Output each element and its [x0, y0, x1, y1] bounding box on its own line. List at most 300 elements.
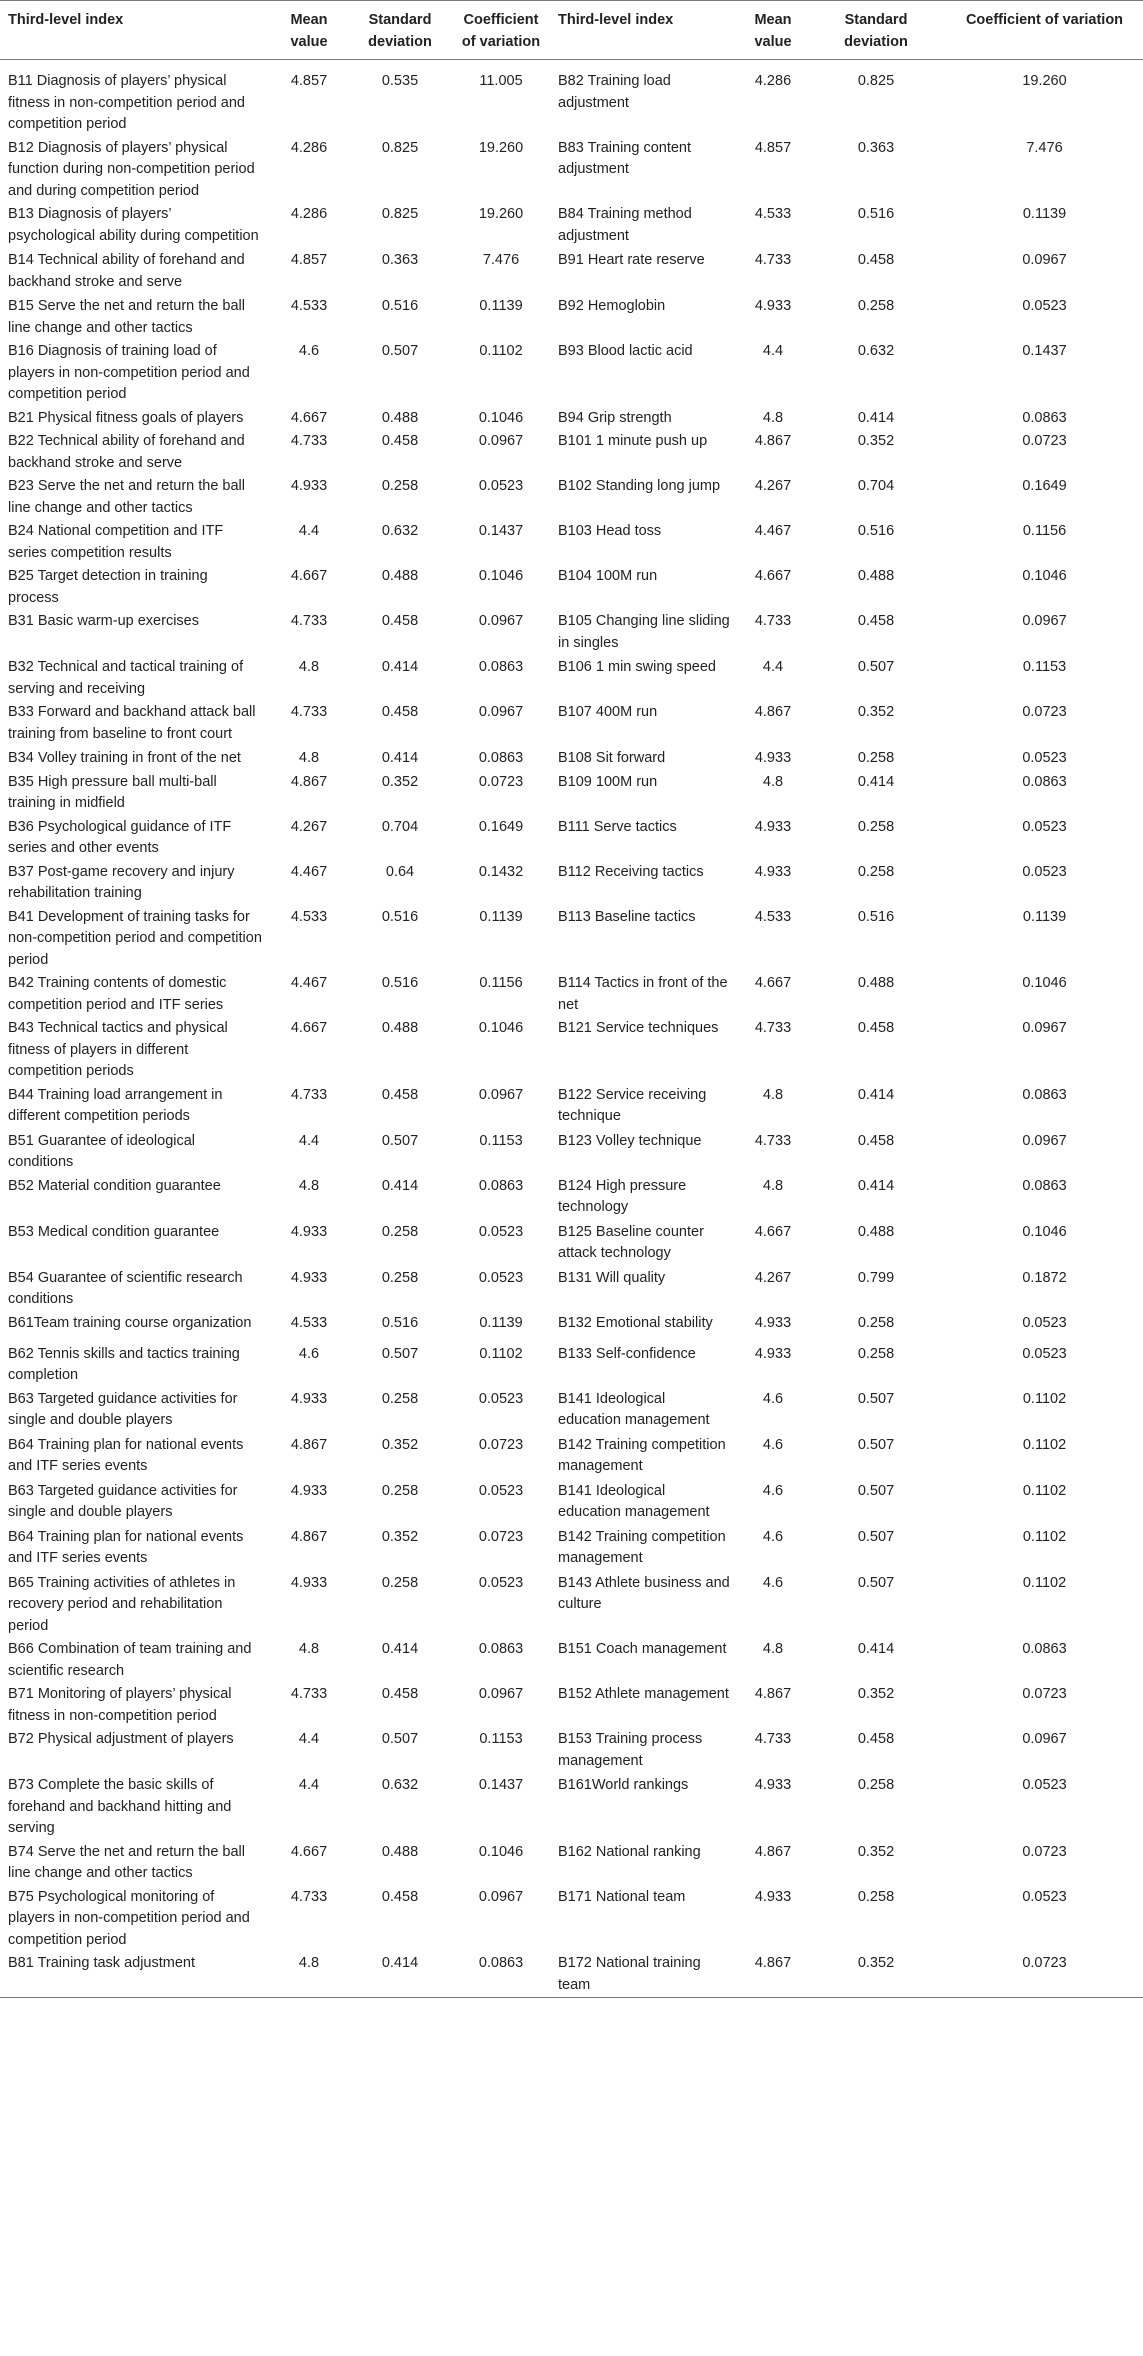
header-third-level-index-2: Third-level index: [558, 12, 674, 28]
index-cell: B63 Targeted guidance activities for single and double players: [8, 1390, 238, 1428]
coefficient-of-variation-cell-2: 0.0967: [1022, 1132, 1067, 1149]
mean-value-cell: 4.467: [290, 863, 328, 880]
standard-deviation-cell-2: 0.414: [857, 1177, 895, 1194]
standard-deviation-cell-2: 0.507: [857, 1528, 895, 1545]
coefficient-of-variation-cell-2: 7.476: [1026, 139, 1063, 156]
mean-value-cell-2: 4.8: [762, 1177, 784, 1194]
mean-value-cell: 4.733: [290, 433, 328, 449]
mean-value-cell-2: 4.733: [754, 1020, 792, 1036]
coefficient-of-variation-cell-2: 0.1437: [1022, 343, 1067, 359]
coefficient-of-variation-cell: 0.0523: [478, 1223, 524, 1240]
standard-deviation-cell: 0.704: [381, 818, 419, 835]
mean-value-cell-2: 4.733: [754, 252, 792, 268]
standard-deviation-cell: 0.516: [381, 298, 419, 314]
mean-value-cell: 4.6: [298, 343, 320, 359]
index-cell-2: B123 Volley technique: [558, 1132, 702, 1149]
standard-deviation-cell: 0.258: [381, 1482, 419, 1499]
standard-deviation-cell: 0.507: [381, 343, 419, 359]
coefficient-of-variation-cell-2: 0.1872: [1022, 1269, 1067, 1286]
mean-value-cell: 4.4: [298, 1777, 320, 1793]
index-cell-2: B105 Changing line sliding in singles: [558, 613, 730, 651]
index-cell: B11 Diagnosis of players’ physical fitness in non-competition period and competition period: [8, 73, 245, 132]
table-row: [0, 1840, 1143, 1885]
standard-deviation-cell-2: 0.258: [857, 750, 895, 766]
standard-deviation-cell-2: 0.414: [857, 1086, 895, 1103]
mean-value-cell-2: 4.867: [754, 1955, 792, 1971]
mean-value-cell-2: 4.267: [754, 478, 792, 494]
index-cell-2: B131 Will quality: [558, 1269, 666, 1286]
mean-value-cell: 4.733: [290, 704, 328, 720]
standard-deviation-cell: 0.64: [385, 863, 415, 880]
table-row: [0, 1727, 1143, 1773]
index-cell-2: B91 Heart rate reserve: [558, 252, 705, 268]
mean-value-cell-2: 4.933: [754, 750, 792, 766]
index-cell: B62 Tennis skills and tactics training completion: [8, 1345, 240, 1383]
coefficient-of-variation-cell-2: 0.0967: [1022, 1020, 1067, 1036]
mean-value-cell-2: 4.867: [754, 704, 792, 720]
standard-deviation-cell: 0.516: [381, 975, 419, 991]
index-cell: B51 Guarantee of ideological conditions: [8, 1132, 196, 1170]
mean-value-cell-2: 4.8: [762, 1641, 784, 1657]
standard-deviation-cell: 0.352: [381, 1436, 419, 1453]
mean-value-cell: 4.667: [290, 1843, 328, 1860]
index-cell-2: B125 Baseline counter attack technology: [558, 1223, 704, 1261]
standard-deviation-cell-2: 0.458: [857, 1020, 895, 1036]
table-row: [0, 60, 1143, 136]
coefficient-of-variation-cell: 0.1102: [479, 1345, 523, 1362]
standard-deviation-cell: 0.414: [381, 1177, 419, 1194]
index-cell: B41 Development of training tasks for non-competition period and competition period: [8, 908, 262, 968]
standard-deviation-cell-2: 0.799: [857, 1269, 895, 1286]
index-cell-2: B132 Emotional stability: [558, 1314, 713, 1331]
coefficient-of-variation-cell: 0.1046: [478, 568, 524, 584]
standard-deviation-cell-2: 0.458: [857, 613, 895, 629]
standard-deviation-cell: 0.258: [381, 478, 419, 494]
mean-value-cell-2: 4.533: [754, 206, 792, 222]
standard-deviation-cell: 0.507: [381, 1345, 419, 1362]
header-standard-deviation: Standard deviation: [368, 12, 432, 50]
mean-value-cell: 4.867: [290, 1436, 328, 1453]
coefficient-of-variation-cell: 0.1153: [479, 1731, 523, 1747]
table-row: [0, 136, 1143, 203]
coefficient-of-variation-cell: 0.1046: [478, 1020, 524, 1036]
mean-value-cell-2: 4.667: [754, 568, 792, 584]
coefficient-of-variation-cell: 0.0967: [478, 1086, 524, 1103]
table-row: [0, 971, 1143, 1016]
index-cell-2: B84 Training method adjustment: [558, 206, 692, 244]
table-row: [0, 746, 1143, 770]
index-cell: B25 Target detection in training process: [8, 568, 208, 606]
index-cell-2: B153 Training process management: [558, 1731, 703, 1769]
standard-deviation-cell: 0.825: [381, 139, 419, 156]
mean-value-cell: 4.933: [290, 1390, 328, 1407]
mean-value-cell: 4.8: [298, 659, 320, 675]
coefficient-of-variation-cell: 0.0863: [478, 750, 524, 766]
standard-deviation-cell: 0.458: [381, 433, 419, 449]
table-row: [0, 474, 1143, 519]
mean-value-cell: 4.667: [290, 1020, 328, 1036]
table-row: [0, 815, 1143, 860]
coefficient-of-variation-cell: 0.1139: [479, 298, 523, 314]
coefficient-of-variation-cell: 0.0863: [478, 1641, 524, 1657]
standard-deviation-cell: 0.258: [381, 1223, 419, 1240]
coefficient-of-variation-cell-2: 0.0523: [1022, 1345, 1067, 1362]
standard-deviation-cell: 0.258: [381, 1390, 419, 1407]
coefficient-of-variation-cell: 0.1102: [479, 343, 523, 359]
mean-value-cell: 4.733: [290, 1086, 328, 1103]
table-row: [0, 1773, 1143, 1840]
header-third-level-index: Third-level index: [8, 12, 124, 28]
mean-value-cell: 4.533: [290, 298, 328, 314]
coefficient-of-variation-cell: 0.0523: [478, 478, 524, 494]
standard-deviation-cell-2: 0.414: [857, 1641, 895, 1657]
index-cell: B16 Diagnosis of training load of players in non-competition period and competition period: [8, 343, 250, 402]
standard-deviation-cell-2: 0.507: [857, 659, 895, 675]
table-row: [0, 609, 1143, 655]
coefficient-of-variation-cell: 0.1649: [478, 818, 524, 835]
standard-deviation-cell-2: 0.507: [857, 1574, 895, 1591]
mean-value-cell-2: 4.933: [754, 1777, 792, 1793]
table-row: [0, 700, 1143, 746]
index-cell: B36 Psychological guidance of ITF series and other events: [8, 818, 232, 856]
standard-deviation-cell: 0.414: [381, 1641, 419, 1657]
coefficient-of-variation-cell: 0.0723: [478, 1436, 524, 1453]
index-cell-2: B172 National training team: [558, 1955, 701, 1993]
table-body: [0, 60, 1143, 1998]
standard-deviation-cell-2: 0.507: [857, 1390, 895, 1407]
index-cell-2: B133 Self-confidence: [558, 1345, 696, 1362]
index-cell-2: B141 Ideological education management: [558, 1482, 710, 1520]
index-cell: B37 Post-game recovery and injury rehabilitation training: [8, 863, 235, 901]
standard-deviation-cell: 0.458: [381, 704, 419, 720]
coefficient-of-variation-cell-2: 0.0967: [1022, 1731, 1067, 1747]
standard-deviation-cell-2: 0.488: [857, 568, 895, 584]
coefficient-of-variation-cell: 0.0523: [478, 1482, 524, 1499]
mean-value-cell: 4.8: [298, 1955, 320, 1971]
coefficient-of-variation-cell: 0.1046: [478, 1843, 524, 1860]
coefficient-of-variation-cell: 11.005: [479, 73, 523, 89]
coefficient-of-variation-cell-2: 0.0723: [1022, 433, 1067, 449]
coefficient-of-variation-cell: 0.0967: [478, 433, 524, 449]
coefficient-of-variation-cell: 0.0863: [478, 1955, 524, 1971]
index-cell: B63 Targeted guidance activities for single and double players: [8, 1482, 238, 1520]
header-coefficient-of-variation: Coefficient of variation: [461, 12, 541, 50]
table-row: [0, 1885, 1143, 1952]
index-cell-2: B109 100M run: [558, 773, 658, 790]
coefficient-of-variation-cell-2: 0.1153: [1022, 659, 1067, 675]
coefficient-of-variation-cell: 0.1437: [478, 523, 524, 539]
standard-deviation-cell: 0.488: [381, 1020, 419, 1036]
index-cell-2: B107 400M run: [558, 704, 658, 720]
coefficient-of-variation-cell: 0.0967: [478, 704, 524, 720]
coefficient-of-variation-cell-2: 0.0863: [1022, 1086, 1067, 1103]
coefficient-of-variation-cell: 0.0967: [478, 613, 524, 629]
index-cell-2: B103 Head toss: [558, 523, 662, 539]
index-cell-2: B141 Ideological education management: [558, 1390, 710, 1428]
mean-value-cell-2: 4.933: [754, 1888, 792, 1905]
standard-deviation-cell: 0.632: [381, 523, 419, 539]
index-cell: B65 Training activities of athletes in recovery period and rehabilitation period: [8, 1574, 236, 1634]
mean-value-cell-2: 4.933: [754, 1314, 792, 1331]
mean-value-cell: 4.8: [298, 1641, 320, 1657]
coefficient-of-variation-cell-2: 0.1102: [1022, 1528, 1067, 1545]
table-row: [0, 248, 1143, 294]
mean-value-cell-2: 4.867: [754, 1843, 792, 1860]
standard-deviation-cell-2: 0.488: [857, 975, 895, 991]
index-cell: B81 Training task adjustment: [8, 1955, 195, 1971]
standard-deviation-cell: 0.414: [381, 750, 419, 766]
index-cell-2: B142 Training competition management: [558, 1528, 726, 1566]
mean-value-cell-2: 4.6: [762, 1482, 784, 1499]
standard-deviation-cell: 0.352: [381, 1528, 419, 1545]
standard-deviation-cell-2: 0.352: [857, 1955, 895, 1971]
standard-deviation-cell-2: 0.414: [857, 409, 895, 426]
index-cell: B32 Technical and tactical training of serving and receiving: [8, 659, 244, 697]
index-cell: B33 Forward and backhand attack ball training from baseline to front court: [8, 704, 256, 742]
index-cell: B54 Guarantee of scientific research conditions: [8, 1269, 243, 1307]
coefficient-of-variation-cell-2: 0.1139: [1022, 908, 1067, 925]
mean-value-cell-2: 4.4: [762, 343, 784, 359]
mean-value-cell: 4.533: [290, 908, 328, 925]
index-cell-2: B143 Athlete business and culture: [558, 1574, 730, 1612]
standard-deviation-cell: 0.516: [381, 1314, 419, 1331]
index-cell-2: B83 Training content adjustment: [558, 139, 692, 177]
mean-value-cell-2: 4.857: [754, 139, 792, 156]
mean-value-cell-2: 4.933: [754, 1345, 792, 1362]
coefficient-of-variation-cell-2: 0.0863: [1022, 1641, 1067, 1657]
coefficient-of-variation-cell-2: 0.0967: [1022, 252, 1067, 268]
table-row: [0, 770, 1143, 815]
index-cell: B52 Material condition guarantee: [8, 1177, 221, 1194]
coefficient-of-variation-cell: 0.1156: [479, 975, 523, 991]
index-cell-2: B93 Blood lactic acid: [558, 343, 693, 359]
coefficient-of-variation-cell-2: 0.1649: [1022, 478, 1067, 494]
mean-value-cell: 4.867: [290, 773, 328, 790]
coefficient-of-variation-cell-2: 0.1139: [1022, 206, 1067, 222]
index-cell-2: B142 Training competition management: [558, 1436, 726, 1474]
mean-value-cell: 4.533: [290, 1314, 328, 1331]
index-cell: B34 Volley training in front of the net: [8, 750, 241, 766]
mean-value-cell-2: 4.933: [754, 863, 792, 880]
index-cell-2: B94 Grip strength: [558, 409, 672, 426]
standard-deviation-cell-2: 0.825: [857, 73, 895, 89]
mean-value-cell: 4.286: [290, 139, 328, 156]
table-row: [0, 1387, 1143, 1433]
index-cell-2: B121 Service techniques: [558, 1020, 719, 1036]
mean-value-cell-2: 4.733: [754, 613, 792, 629]
standard-deviation-cell-2: 0.507: [857, 1482, 895, 1499]
index-cell-2: B171 National team: [558, 1888, 686, 1905]
mean-value-cell: 4.857: [290, 73, 328, 89]
index-cell: B61Team training course organization: [8, 1314, 252, 1331]
coefficient-of-variation-cell: 0.0863: [478, 659, 524, 675]
table-row: [0, 860, 1143, 905]
mean-value-cell: 4.733: [290, 1686, 328, 1702]
mean-value-cell-2: 4.267: [754, 1269, 792, 1286]
coefficient-of-variation-cell-2: 0.1102: [1022, 1574, 1067, 1591]
index-cell: B24 National competition and ITF series competition results: [8, 523, 224, 561]
header-mean-value: Mean value: [290, 12, 328, 50]
mean-value-cell: 4.933: [290, 1574, 328, 1591]
table-row: [0, 1342, 1143, 1387]
coefficient-of-variation-cell-2: 0.0723: [1022, 1843, 1067, 1860]
coefficient-of-variation-cell-2: 0.1046: [1022, 568, 1067, 584]
standard-deviation-cell: 0.258: [381, 1574, 419, 1591]
standard-deviation-cell-2: 0.258: [857, 1314, 895, 1331]
standard-deviation-cell: 0.516: [381, 908, 419, 925]
table-header: [0, 1, 1143, 60]
coefficient-of-variation-cell: 0.0967: [478, 1686, 524, 1702]
mean-value-cell: 4.4: [298, 1731, 320, 1747]
coefficient-of-variation-cell-2: 0.0523: [1022, 298, 1067, 314]
table-row: [0, 1571, 1143, 1638]
coefficient-of-variation-cell: 0.0723: [478, 773, 524, 790]
index-cell-2: B162 National ranking: [558, 1843, 701, 1860]
index-cell: B42 Training contents of domestic competition period and ITF series: [8, 975, 227, 1013]
coefficient-of-variation-cell: 0.0523: [478, 1574, 524, 1591]
coefficient-of-variation-cell: 19.260: [478, 206, 524, 222]
index-cell-2: B124 High pressure technology: [558, 1177, 687, 1215]
coefficient-of-variation-cell-2: 0.0523: [1022, 818, 1067, 835]
mean-value-cell-2: 4.867: [754, 1686, 792, 1702]
standard-deviation-cell: 0.458: [381, 1086, 419, 1103]
table-row: [0, 1433, 1143, 1479]
mean-value-cell-2: 4.533: [754, 908, 792, 925]
mean-value-cell-2: 4.8: [762, 773, 784, 790]
coefficient-of-variation-cell: 0.0523: [478, 1390, 524, 1407]
mean-value-cell-2: 4.467: [754, 523, 792, 539]
coefficient-of-variation-cell: 0.0967: [478, 1888, 524, 1905]
standard-deviation-cell: 0.488: [381, 1843, 419, 1860]
mean-value-cell: 4.4: [298, 523, 320, 539]
table-row: [0, 1220, 1143, 1266]
table-row: [0, 1174, 1143, 1220]
standard-deviation-cell: 0.414: [381, 1955, 419, 1971]
standard-deviation-cell: 0.363: [381, 252, 419, 268]
coefficient-of-variation-cell-2: 0.0523: [1022, 863, 1067, 880]
mean-value-cell: 4.6: [298, 1345, 320, 1362]
index-cell: B31 Basic warm-up exercises: [8, 613, 199, 629]
index-cell-2: B161World rankings: [558, 1777, 689, 1793]
mean-value-cell-2: 4.667: [754, 975, 792, 991]
mean-value-cell-2: 4.6: [762, 1528, 784, 1545]
index-cell: B53 Medical condition guarantee: [8, 1223, 220, 1240]
coefficient-of-variation-cell-2: 0.0863: [1022, 773, 1067, 790]
index-cell: B64 Training plan for national events and ITF series events: [8, 1436, 244, 1474]
mean-value-cell: 4.933: [290, 1223, 328, 1240]
index-cell-2: B104 100M run: [558, 568, 658, 584]
index-cell: B73 Complete the basic skills of forehand and backhand hitting and serving: [8, 1777, 232, 1836]
index-cell-2: B152 Athlete management: [558, 1686, 729, 1702]
index-cell-2: B113 Baseline tactics: [558, 908, 696, 925]
mean-value-cell-2: 4.733: [754, 1132, 792, 1149]
standard-deviation-cell-2: 0.458: [857, 1731, 895, 1747]
standard-deviation-cell: 0.488: [381, 568, 419, 584]
mean-value-cell-2: 4.4: [762, 659, 784, 675]
coefficient-of-variation-cell-2: 0.1102: [1022, 1390, 1067, 1407]
index-cell-2: B112 Receiving tactics: [558, 863, 704, 880]
standard-deviation-cell-2: 0.507: [857, 1436, 895, 1453]
coefficient-of-variation-cell: 0.1139: [479, 908, 523, 925]
header-coefficient-of-variation-2: Coefficient of variation: [965, 12, 1124, 28]
coefficient-of-variation-cell-2: 0.1046: [1022, 1223, 1067, 1240]
mean-value-cell-2: 4.8: [762, 409, 784, 426]
mean-value-cell: 4.467: [290, 975, 328, 991]
table-row: [0, 1951, 1143, 1997]
index-cell: B23 Serve the net and return the ball line change and other tactics: [8, 478, 245, 516]
index-cell: B74 Serve the net and return the ball line change and other tactics: [8, 1843, 245, 1881]
index-cell-2: B108 Sit forward: [558, 750, 666, 766]
mean-value-cell-2: 4.733: [754, 1731, 792, 1747]
standard-deviation-cell: 0.825: [381, 206, 419, 222]
header-mean-value-2: Mean value: [754, 12, 792, 50]
coefficient-of-variation-cell-2: 19.260: [1022, 73, 1067, 89]
index-cell: B44 Training load arrangement in different competition periods: [8, 1086, 223, 1124]
index-cell: B21 Physical fitness goals of players: [8, 409, 244, 426]
coefficient-of-variation-cell: 0.1046: [478, 409, 524, 426]
table-row: [0, 564, 1143, 609]
index-cell: B14 Technical ability of forehand and backhand stroke and serve: [8, 252, 245, 290]
standard-deviation-cell-2: 0.352: [857, 1686, 895, 1702]
standard-deviation-cell: 0.488: [381, 409, 419, 426]
mean-value-cell-2: 4.6: [762, 1390, 784, 1407]
mean-value-cell: 4.8: [298, 1177, 320, 1194]
index-cell: B75 Psychological monitoring of players in non-competition period and competition period: [8, 1888, 250, 1948]
standard-deviation-cell-2: 0.352: [857, 433, 895, 449]
coefficient-of-variation-cell: 0.0723: [478, 1528, 524, 1545]
standard-deviation-cell: 0.352: [381, 773, 419, 790]
mean-value-cell: 4.267: [290, 818, 328, 835]
mean-value-cell-2: 4.286: [754, 73, 792, 89]
coefficient-of-variation-cell-2: 0.0523: [1022, 1777, 1067, 1793]
index-cell-2: B106 1 min swing speed: [558, 659, 716, 675]
table-row: [0, 655, 1143, 700]
coefficient-of-variation-cell-2: 0.0523: [1022, 1888, 1067, 1905]
index-cell: B66 Combination of team training and scientific research: [8, 1641, 252, 1679]
table-row: [0, 1637, 1143, 1682]
mean-value-cell-2: 4.667: [754, 1223, 792, 1240]
coefficient-of-variation-cell: 0.1139: [479, 1314, 523, 1331]
standard-deviation-cell-2: 0.258: [857, 298, 895, 314]
coefficient-of-variation-cell: 0.0863: [478, 1177, 524, 1194]
mean-value-cell: 4.933: [290, 1482, 328, 1499]
table-row: [0, 1479, 1143, 1525]
table-row: [0, 1266, 1143, 1311]
table-row: [0, 1525, 1143, 1571]
mean-value-cell-2: 4.933: [754, 298, 792, 314]
mean-value-cell: 4.933: [290, 1269, 328, 1286]
coefficient-of-variation-cell-2: 0.0523: [1022, 750, 1067, 766]
coefficient-of-variation-cell-2: 0.0863: [1022, 1177, 1067, 1194]
index-cell: B15 Serve the net and return the ball line change and other tactics: [8, 298, 245, 336]
standard-deviation-cell-2: 0.458: [857, 252, 895, 268]
table-row: [0, 1129, 1143, 1174]
coefficient-of-variation-cell-2: 0.1102: [1022, 1482, 1067, 1499]
table-row: [0, 406, 1143, 430]
table-row: [0, 294, 1143, 339]
table-row: [0, 339, 1143, 406]
coefficient-of-variation-cell-2: 0.0523: [1022, 1314, 1067, 1331]
table-row: [0, 429, 1143, 474]
header-row: [0, 1, 1143, 60]
index-cell-2: B111 Serve tactics: [558, 818, 677, 835]
standard-deviation-cell: 0.632: [381, 1777, 419, 1793]
standard-deviation-cell-2: 0.632: [857, 343, 895, 359]
coefficient-of-variation-cell-2: 0.0967: [1022, 613, 1067, 629]
index-cell: B35 High pressure ball multi-ball training in midfield: [8, 773, 217, 811]
index-cell: B72 Physical adjustment of players: [8, 1731, 234, 1747]
standard-deviation-cell: 0.458: [381, 1888, 419, 1905]
